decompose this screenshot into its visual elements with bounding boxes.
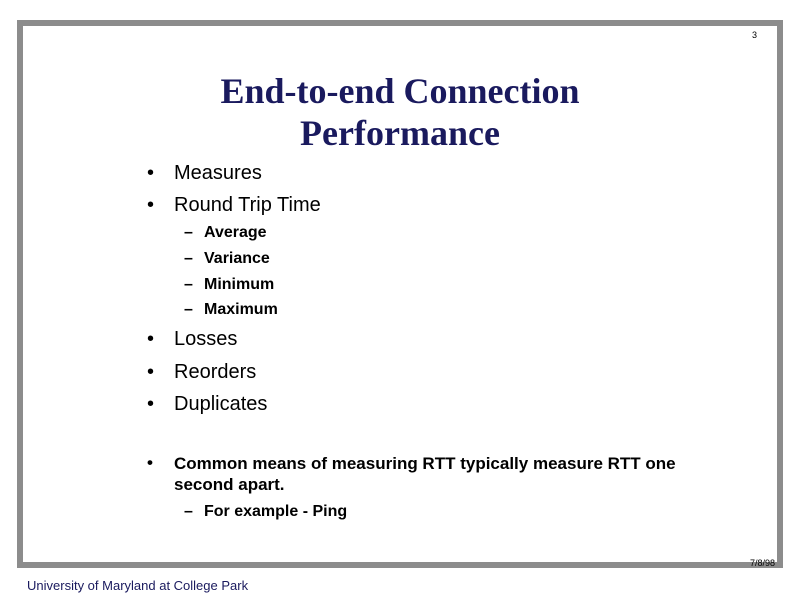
title-line-2: Performance xyxy=(300,113,500,153)
sub-marker: – xyxy=(184,250,193,267)
bullet-marker: • xyxy=(147,361,155,383)
slide-title xyxy=(120,70,680,154)
bullet-marker: • xyxy=(147,162,155,184)
sub-marker: – xyxy=(184,276,193,293)
sub-text: Maximum xyxy=(204,301,278,318)
sub-marker: – xyxy=(184,503,193,520)
sub-text: For example - Ping xyxy=(204,503,348,520)
sub-text: Variance xyxy=(204,250,270,267)
bullet-text: Reorders xyxy=(174,361,257,383)
sub-text: Minimum xyxy=(204,276,275,293)
sub-marker: – xyxy=(184,224,193,241)
title-line-1: End-to-end Connection xyxy=(220,71,580,111)
page-number: 3 xyxy=(752,30,758,40)
bullet-text: Round Trip Time xyxy=(174,194,321,216)
bullet-marker: • xyxy=(147,328,155,350)
bullet-text: Duplicates xyxy=(174,393,268,415)
bullet-marker: • xyxy=(147,194,155,216)
sub-text: Average xyxy=(204,224,267,241)
sub-marker: – xyxy=(184,301,193,318)
bullet-marker: • xyxy=(147,453,153,472)
bullet-text: Measures xyxy=(174,162,262,184)
bullet-text: Losses xyxy=(174,328,238,350)
bullet-text: Common means of measuring RTT typically measure RTT one second apart. xyxy=(174,454,676,494)
slide-date: 7/8/98 xyxy=(750,558,776,568)
footer-institution: University of Maryland at College Park xyxy=(27,578,249,593)
bullet-marker: • xyxy=(147,393,155,415)
